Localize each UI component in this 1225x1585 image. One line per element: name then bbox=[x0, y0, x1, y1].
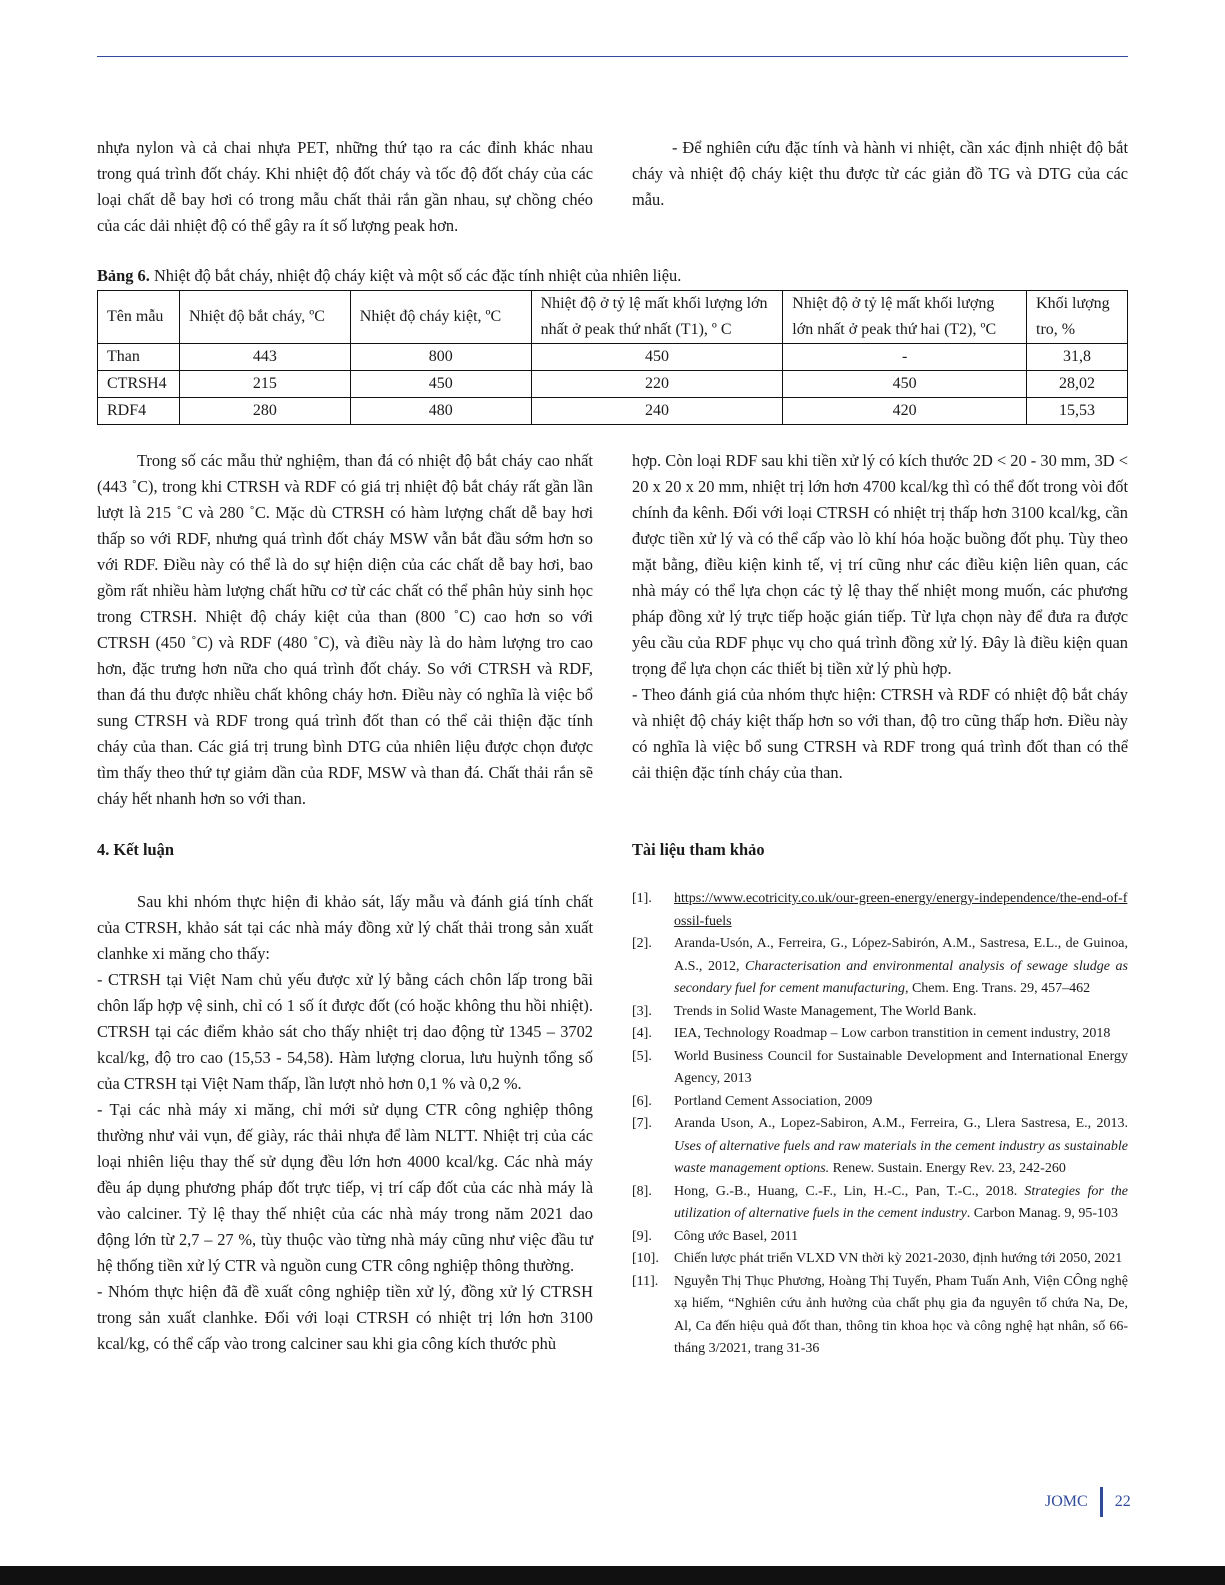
reference-item bbox=[632, 1023, 1128, 1046]
paragraph: Trong số các mẫu thử nghiệm, than đá có nhiệt độ bắt cháy cao nhất (443 ˚C), trong khi CTRSH và RDF có giá trị nhiệt độ bắt cháy rất gần lần lượt là 215 ˚C và 280 ˚C. Mặc dù CTRSH có hàm lượng chất dễ bay hơi thấp so với RDF, nhưng quá trình đốt cháy MSW vẫn bắt đầu sớm hơn so với RDF. Điều này có thể là do sự hiện diện của các chất dễ bay hơi, bao gồm rất nhiều hàm lượng chất hữu cơ từ các chất có thể phân hủy sinh học trong CTRSH. Nhiệt độ cháy kiệt của than (800 ˚C) cao hơn so với CTRSH (450 ˚C) và RDF (480 ˚C), và điều này là do hàm lượng tro cao hơn, đặc trưng hơn nữa cho quá trình đốt cháy. So với CTRSH và RDF, than đá thu được nhiều chất không cháy hơn. Điều này có nghĩa là việc bổ sung CTRSH và RDF trong quá trình đốt than có thể cải thiện đặc tính cháy của than. Các giá trị trung bình DTG của nhiên liệu được chọn được tìm thấy theo thứ tự giảm dần của RDF, MSW và than đá. Chất thải rắn sẽ cháy hết nhanh hơn so với than. bbox=[97, 451, 593, 808]
table-header-row bbox=[98, 291, 1128, 344]
page-number: 22 bbox=[1114, 1493, 1131, 1510]
reference-segment: Trends in Solid Waste Management, The World Bank. bbox=[674, 1003, 977, 1019]
reference-item bbox=[632, 1248, 1128, 1271]
reference-title: Uses of alternative fuels and raw materials in the cement industry as sustainable waste management options. bbox=[674, 1138, 1128, 1176]
table-cell: CTRSH4 bbox=[98, 371, 180, 398]
reference-number: [5]. bbox=[632, 1048, 652, 1064]
reference-text bbox=[674, 1181, 1128, 1226]
table-cell: 28,02 bbox=[1027, 371, 1128, 398]
paragraph: - Để nghiên cứu đặc tính và hành vi nhiệt, cần xác định nhiệt độ bắt cháy và nhiệt độ cháy kiệt thu được từ các giản đồ TG và DTG của các mẫu. bbox=[632, 138, 1128, 209]
table-cell: 240 bbox=[531, 398, 783, 425]
table-cell: - bbox=[783, 344, 1027, 371]
table-cell: 420 bbox=[783, 398, 1027, 425]
reference-item bbox=[632, 888, 1128, 933]
reference-item bbox=[632, 1001, 1128, 1024]
reference-segment: Chiến lược phát triển VLXD VN thời kỳ 2021-2030, định hướng tới 2050, 2021 bbox=[674, 1251, 1123, 1266]
section-heading: 4. Kết luận bbox=[97, 840, 174, 859]
table-cell: 480 bbox=[350, 398, 531, 425]
journal-name: JOMC bbox=[1045, 1493, 1088, 1510]
reference-text bbox=[674, 1113, 1128, 1181]
paragraph: nhựa nylon và cả chai nhựa PET, những thứ tạo ra các đỉnh khác nhau trong quá trình đốt cháy. Khi nhiệt độ đốt cháy và tốc độ đốt cháy của các loại chất dễ bay hơi có trong mẫu chất thải rắn gần nhau, sự chồng chéo của các dải nhiệt độ có thể gây ra ít số lượng peak hơn. bbox=[97, 138, 593, 235]
table-cell: 31,8 bbox=[1027, 344, 1128, 371]
page-footer bbox=[1045, 1487, 1131, 1517]
table-cell: 443 bbox=[179, 344, 350, 371]
reference-segment: Renew. Sustain. Energy Rev. 23, 242-260 bbox=[829, 1161, 1066, 1176]
reference-segment: Hong, G.-B., Huang, C.-F., Lin, H.-C., Pan, T.-C., 2018. bbox=[674, 1183, 1025, 1199]
reference-title: Characterisation and environmental analysis of sewage sludge as secondary fuel for cement manufacturing bbox=[674, 958, 1128, 996]
conclusion-section bbox=[97, 837, 593, 1357]
reference-text bbox=[674, 1226, 1128, 1249]
table-caption-text: Nhiệt độ bắt cháy, nhiệt độ cháy kiệt và một số các đặc tính nhiệt của nhiên liệu. bbox=[149, 266, 682, 285]
thermal-properties-table bbox=[97, 290, 1128, 425]
table-cell: 450 bbox=[783, 371, 1027, 398]
reference-link[interactable]: https://www.ecotricity.co.uk/our-green-energy/energy-independence/the-end-of-fossil-fuels bbox=[674, 891, 1128, 929]
column-header: Nhiệt độ ở tỷ lệ mất khối lượng lớn nhất ở peak thứ nhất (T1), º C bbox=[531, 291, 783, 344]
reference-number: [3]. bbox=[632, 1003, 652, 1019]
reference-number: [10]. bbox=[632, 1251, 659, 1266]
column-header: Tên mẫu bbox=[98, 291, 180, 344]
paragraph: hợp. Còn loại RDF sau khi tiền xử lý có kích thước 2D < 20 - 30 mm, 3D < 20 x 20 x 20 mm, nhiệt trị lớn hơn 4700 kcal/kg thì có thể đốt trong vòi đốt chính đa kênh. Đối với loại CTRSH có nhiệt trị thấp hơn 3100 kcal/kg, cần được tiền xử lý và có thể cấp vào lò khí hóa hoặc buồng đốt phụ. Tùy theo mặt bằng, điều kiện kinh tế, vị trí cũng như các điều kiện liên quan, các nhà máy có thể lựa chọn các tỷ lệ thay thế nhiệt mong muốn, các phương pháp đồng xử lý trực tiếp hoặc gián tiếp. Từ lựa chọn này để đưa ra được yêu cầu của RDF phục vụ cho quá trình đồng xử lý. Đây là điều kiện quan trọng để lựa chọn các thiết bị tiền xử lý phù hợp. bbox=[632, 451, 1128, 678]
reference-list bbox=[632, 888, 1128, 1361]
reference-item bbox=[632, 933, 1128, 1001]
reference-segment: Nguyễn Thị Thục Phương, Hoàng Thị Tuyến, Pham Tuấn Anh, Viện CÔng nghệ xạ hiếm, “Nghiên cứu ảnh hưởng của chất phụ gia đa nguyên tố chứa Na, De, Al, Ca đến hiệu quả đốt than, thông tin khoa học và công nghệ hạt nhân, số 66- tháng 3/2021, trang 31-36 bbox=[674, 1273, 1128, 1356]
reference-segment: World Business Council for Sustainable Development and International Energy Agency, 2013 bbox=[674, 1048, 1128, 1086]
reference-number: [4]. bbox=[632, 1026, 652, 1041]
reference-item bbox=[632, 1113, 1128, 1181]
paragraph: - CTRSH tại Việt Nam chủ yếu được xử lý bằng cách chôn lấp trong bãi chôn lấp hợp vệ sinh, chỉ có 1 số ít được đốt (có hoặc không thu hồi nhiệt). CTRSH tại các điểm khảo sát cho thấy nhiệt trị dao động từ 1345 – 3702 kcal/kg, độ tro cao (15,53 - 54,58). Hàm lượng clorua, lưu huỳnh tổng số của CTRSH tại Việt Nam thấp, lần lượt nhỏ hơn 0,1 % và 0,2 %. bbox=[97, 970, 593, 1093]
reference-number: [8]. bbox=[632, 1183, 652, 1199]
table-cell: 450 bbox=[350, 371, 531, 398]
section-heading: Tài liệu tham khảo bbox=[632, 840, 765, 859]
paragraph: Sau khi nhóm thực hiện đi khảo sát, lấy mẫu và đánh giá tính chất của CTRSH, khảo sát tại các nhà máy đồng xử lý chất thải trong sản xuất clanhke xi măng cho thấy: bbox=[97, 892, 593, 963]
table-caption-label: Bảng 6. bbox=[97, 266, 150, 285]
reference-number: [11]. bbox=[632, 1273, 659, 1289]
table-caption bbox=[97, 266, 681, 286]
reference-segment: Công ước Basel, 2011 bbox=[674, 1228, 799, 1244]
reference-text bbox=[674, 1001, 1128, 1024]
reference-item bbox=[632, 1271, 1128, 1361]
table-cell: RDF4 bbox=[98, 398, 180, 425]
reference-segment: IEA, Technology Roadmap – Low carbon transtition in cement industry, 2018 bbox=[674, 1026, 1111, 1041]
column-header: Nhiệt độ ở tỷ lệ mất khối lượng lớn nhất ở peak thứ hai (T2), ºC bbox=[783, 291, 1027, 344]
reference-number: [6]. bbox=[632, 1093, 652, 1109]
reference-segment: Aranda-Usón, A., Ferreira, G., López-Sabirón, A.M., Sastresa, E.L., de Guinoa, A.S., 2012, bbox=[674, 936, 1128, 974]
header-rule bbox=[97, 56, 1128, 57]
bottom-edge bbox=[0, 1566, 1225, 1585]
table-cell: 215 bbox=[179, 371, 350, 398]
reference-text bbox=[674, 1091, 1128, 1114]
reference-segment: . Carbon Manag. 9, 95-103 bbox=[966, 1206, 1119, 1221]
table-row bbox=[98, 398, 1128, 425]
reference-text bbox=[674, 933, 1128, 1001]
reference-item bbox=[632, 1226, 1128, 1249]
reference-number: [2]. bbox=[632, 936, 652, 951]
reference-number: [1]. bbox=[632, 891, 652, 906]
column-header: Nhiệt độ cháy kiệt, ºC bbox=[350, 291, 531, 344]
left-column-mid bbox=[97, 448, 593, 812]
reference-number: [9]. bbox=[632, 1228, 652, 1244]
table-cell: Than bbox=[98, 344, 180, 371]
reference-segment: Aranda Uson, A., Lopez-Sabiron, A.M., Ferreira, G., Llera Sastresa, E., 2013. bbox=[674, 1116, 1128, 1131]
left-column-top bbox=[97, 135, 593, 239]
reference-item bbox=[632, 1046, 1128, 1091]
reference-text bbox=[674, 888, 1128, 933]
table-cell: 800 bbox=[350, 344, 531, 371]
table-cell: 450 bbox=[531, 344, 783, 371]
reference-text bbox=[674, 1248, 1128, 1271]
right-column-mid bbox=[632, 448, 1128, 786]
footer-divider bbox=[1100, 1487, 1103, 1517]
table-row bbox=[98, 371, 1128, 398]
paragraph: - Tại các nhà máy xi măng, chỉ mới sử dụng CTR công nghiệp thông thường như vải vụn, đế giày, rác thải nhựa để làm NLTT. Nhiệt trị của các loại nhiên liệu thay thế sử dụng đều lớn hơn 4000 kcal/kg. Các nhà máy đều áp dụng phương pháp đốt trực tiếp, vị trí cấp đốt của các nhà máy là vào calciner. Tỷ lệ thay thế nhiệt của các nhà máy trong năm 2021 dao động lớn từ 2,7 – 27 %, tùy thuộc vào từng nhà máy cũng như việc đầu tư hệ thống tiền xử lý CTR và nguồn cung CTR công nghiệp thông thường. bbox=[97, 1100, 593, 1275]
reference-item bbox=[632, 1181, 1128, 1226]
column-header: Khối lượng tro, % bbox=[1027, 291, 1128, 344]
reference-text bbox=[674, 1023, 1128, 1046]
paragraph: - Theo đánh giá của nhóm thực hiện: CTRSH và RDF có nhiệt độ bắt cháy và nhiệt độ cháy kiệt thấp hơn so với than, độ tro cũng thấp hơn. Điều này có nghĩa là việc bổ sung CTRSH và RDF trong quá trình đốt than có thể cải thiện đặc tính cháy của than. bbox=[632, 685, 1128, 782]
reference-number: [7]. bbox=[632, 1116, 652, 1131]
reference-segment: , Chem. Eng. Trans. 29, 457–462 bbox=[904, 981, 1091, 996]
table-row bbox=[98, 344, 1128, 371]
paragraph: - Nhóm thực hiện đã đề xuất công nghiệp tiền xử lý, đồng xử lý CTRSH trong sản xuất clanhke. Đối với loại CTRSH có nhiệt trị lớn hơn 3100 kcal/kg, có thể cấp vào trong calciner sau khi gia công kích thước phù bbox=[97, 1282, 593, 1353]
table-cell: 280 bbox=[179, 398, 350, 425]
reference-segment: Portland Cement Association, 2009 bbox=[674, 1093, 873, 1109]
reference-item bbox=[632, 1091, 1128, 1114]
table-cell: 220 bbox=[531, 371, 783, 398]
reference-text bbox=[674, 1046, 1128, 1091]
column-header: Nhiệt độ bắt cháy, ºC bbox=[179, 291, 350, 344]
references-heading-block bbox=[632, 837, 1128, 863]
table-cell: 15,53 bbox=[1027, 398, 1128, 425]
reference-title: Strategies for the utilization of alternative fuels in the cement industry bbox=[674, 1183, 1128, 1221]
right-column-top bbox=[632, 135, 1128, 213]
reference-text bbox=[674, 1271, 1128, 1361]
